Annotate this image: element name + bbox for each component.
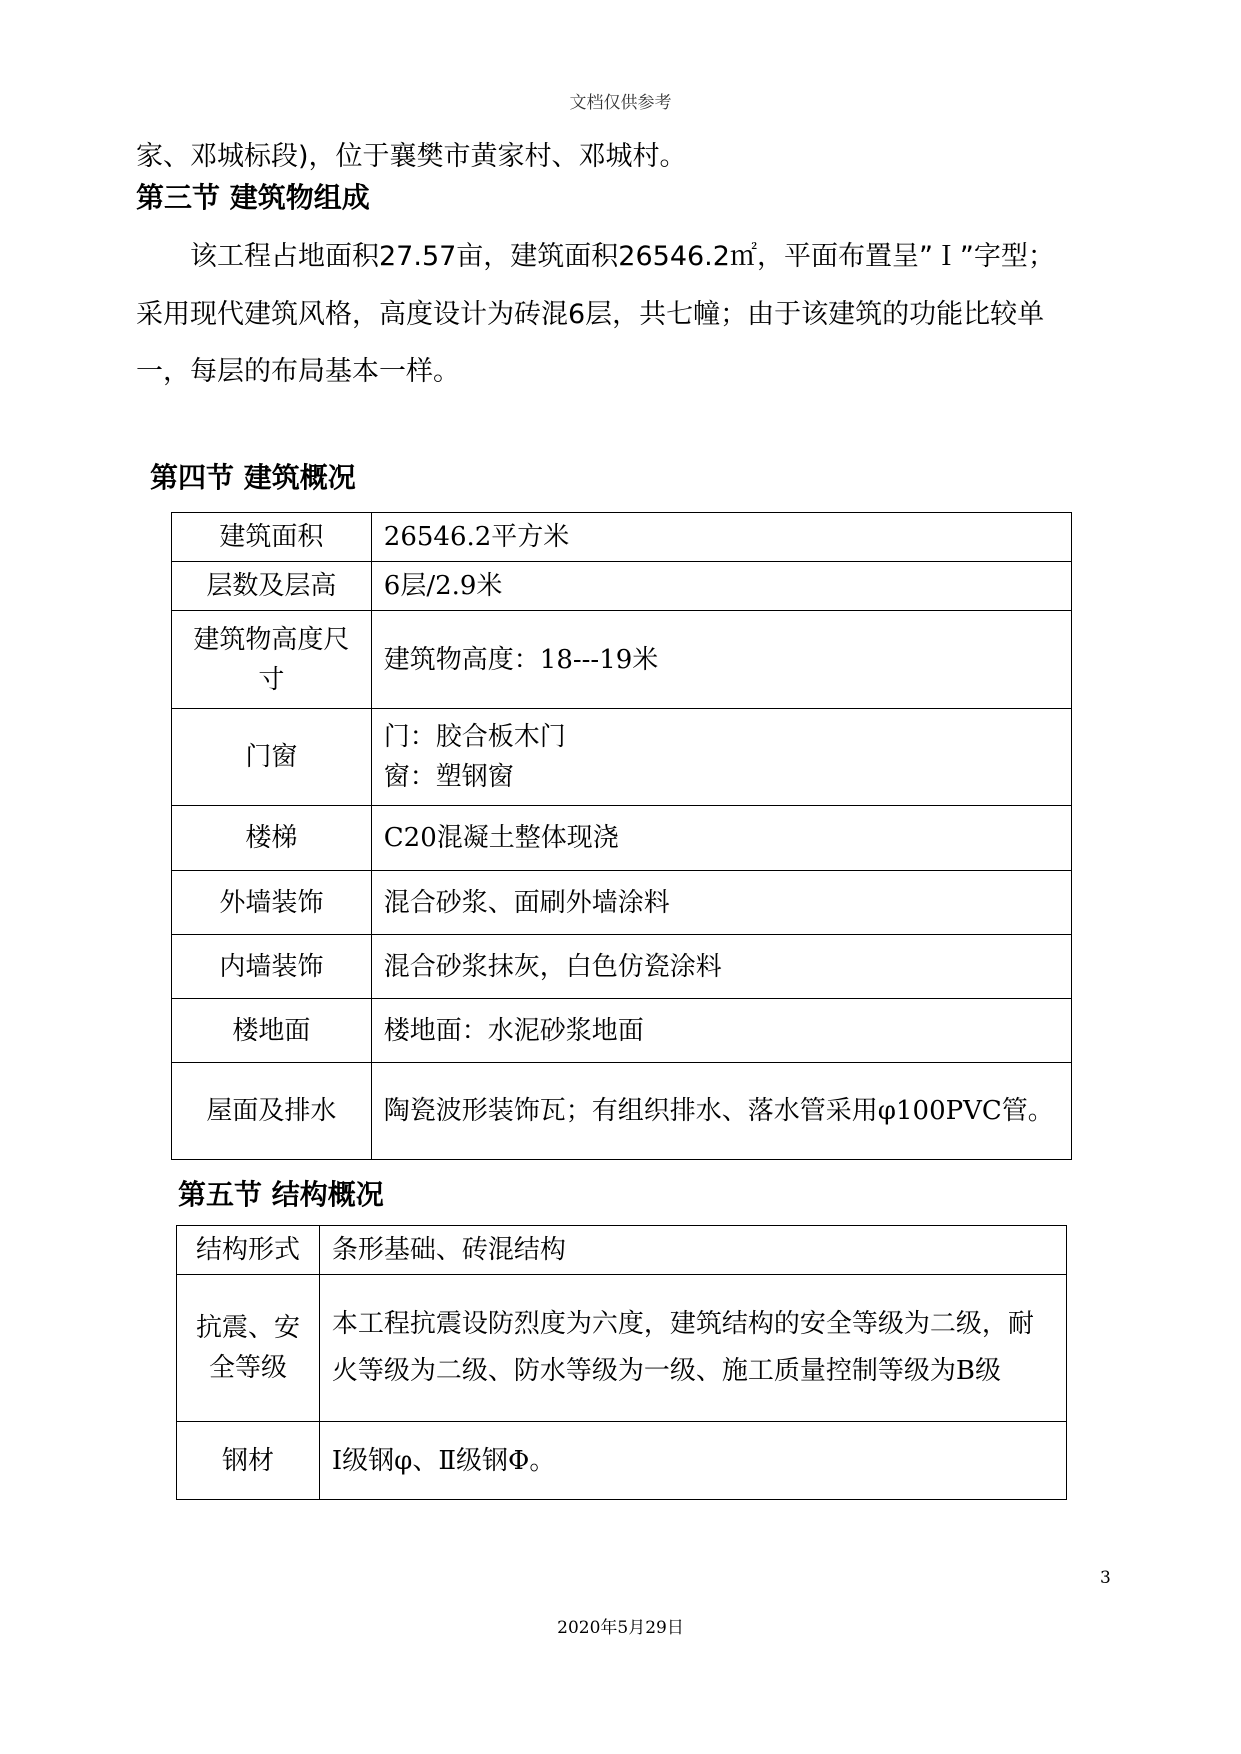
row-value: 混合砂浆、面刷外墙涂料 <box>371 871 1071 935</box>
row-label: 内墙装饰 <box>172 935 372 999</box>
section3-para-line1: 该工程占地面积27.57亩，建筑面积26546.2㎡，平面布置呈”Ｉ”字型； <box>190 241 1055 272</box>
row-value: 楼地面：水泥砂浆地面 <box>371 999 1071 1063</box>
row-value: 陶瓷波形装饰瓦；有组织排水、落水管采用φ100PVC管。 <box>371 1063 1071 1160</box>
row-value: 条形基础、砖混结构 <box>319 1226 1066 1275</box>
structure-overview-table <box>176 1225 1067 1500</box>
table-row <box>172 871 1072 935</box>
page-header: 文档仅供参考 <box>569 93 672 113</box>
table-row <box>172 999 1072 1063</box>
row-value: 本工程抗震设防烈度为六度，建筑结构的安全等级为二级，耐火等级为二级、防水等级为一级、施工质量控制等级为B级 <box>319 1275 1066 1422</box>
table-row <box>177 1226 1067 1275</box>
table-row <box>172 1063 1072 1160</box>
section3-para-line3: 一，每层的布局基本一样。 <box>136 356 460 387</box>
row-value: 混合砂浆抹灰，白色仿瓷涂料 <box>371 935 1071 999</box>
table-row <box>172 806 1072 871</box>
row-value: C20混凝土整体现浇 <box>371 806 1071 871</box>
table-row <box>172 513 1072 562</box>
row-value: 建筑物高度：18---19米 <box>371 611 1071 709</box>
table-row <box>172 709 1072 806</box>
row-label: 层数及层高 <box>172 562 372 611</box>
section3-heading: 第三节 建筑物组成 <box>136 181 370 214</box>
row-value: 6层/2.9米 <box>371 562 1071 611</box>
building-overview-table <box>171 512 1072 1160</box>
section3-para-line2: 采用现代建筑风格，高度设计为砖混6层，共七幢；由于该建筑的功能比较单 <box>136 299 1045 330</box>
intro-line: 家、邓城标段)，位于襄樊市黄家村、邓城村。 <box>136 141 687 172</box>
row-label: 楼地面 <box>172 999 372 1063</box>
row-value <box>371 709 1071 806</box>
table-row <box>172 935 1072 999</box>
row-label: 屋面及排水 <box>172 1063 372 1160</box>
section4-heading: 第四节 建筑概况 <box>150 461 356 494</box>
row-label: 结构形式 <box>177 1226 320 1275</box>
table-row <box>177 1275 1067 1422</box>
row-label: 建筑物高度尺寸 <box>172 611 372 709</box>
row-label: 抗震、安全等级 <box>177 1275 320 1422</box>
row-value: Ⅰ级钢φ、Ⅱ级钢Φ。 <box>319 1422 1066 1500</box>
window-value: 窗：塑钢窗 <box>383 762 514 792</box>
table-row <box>172 611 1072 709</box>
page-footer-date: 2020年5月29日 <box>557 1618 684 1638</box>
section5-heading: 第五节 结构概况 <box>178 1178 384 1211</box>
row-label: 外墙装饰 <box>172 871 372 935</box>
row-label: 建筑面积 <box>172 513 372 562</box>
table-row <box>177 1422 1067 1500</box>
door-value: 门：胶合板木门 <box>383 722 566 752</box>
table-row <box>172 562 1072 611</box>
row-value: 26546.2平方米 <box>371 513 1071 562</box>
row-label: 楼梯 <box>172 806 372 871</box>
row-label: 钢材 <box>177 1422 320 1500</box>
page-number: 3 <box>1100 1568 1111 1588</box>
row-label: 门窗 <box>172 709 372 806</box>
